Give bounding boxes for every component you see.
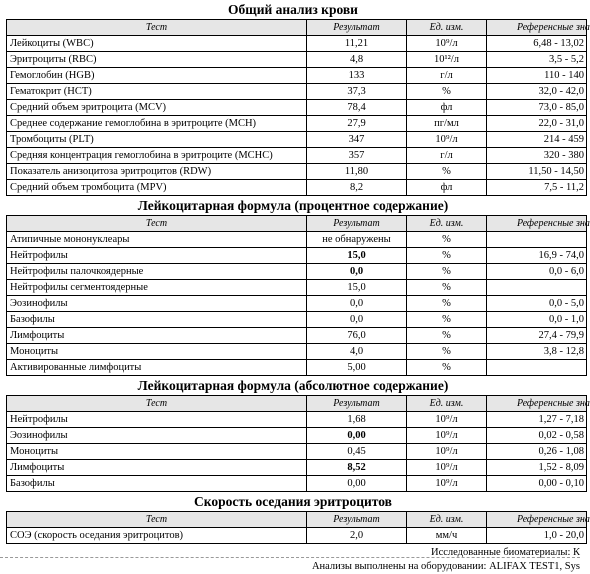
header-test: Тест <box>7 512 307 528</box>
table-row <box>7 68 587 84</box>
test-name: Средняя концентрация гемоглобина в эритроците (MCHC) <box>7 148 307 164</box>
results-table <box>6 511 590 544</box>
test-name: Нейтрофилы <box>7 412 307 428</box>
test-reference <box>487 360 587 376</box>
section-title: Скорость оседания эритроцитов <box>194 494 392 509</box>
test-unit: 10⁹/л <box>407 444 487 460</box>
table-row <box>7 180 587 196</box>
test-name: Моноциты <box>7 344 307 360</box>
header-result: Результат <box>307 512 407 528</box>
test-unit: % <box>407 248 487 264</box>
header-test: Тест <box>7 20 307 36</box>
test-result: 27,9 <box>307 116 407 132</box>
table-row <box>7 232 587 248</box>
table-header-row <box>7 20 587 36</box>
header-unit: Ед. изм. <box>407 20 487 36</box>
test-result: 37,3 <box>307 84 407 100</box>
test-result: не обнаружены <box>307 232 407 248</box>
table-header-row <box>7 512 587 528</box>
table-row <box>7 116 587 132</box>
header-test: Тест <box>7 216 307 232</box>
blood-test-report <box>6 0 590 574</box>
test-unit: % <box>407 280 487 296</box>
test-name: Нейтрофилы <box>7 248 307 264</box>
test-unit: 10⁹/л <box>407 36 487 52</box>
test-reference: 0,00 - 0,10 <box>487 476 587 492</box>
test-reference: 6,48 - 13,02 <box>487 36 587 52</box>
test-reference: 32,0 - 42,0 <box>487 84 587 100</box>
test-reference: 22,0 - 31,0 <box>487 116 587 132</box>
test-name: Эозинофилы <box>7 428 307 444</box>
table-row <box>7 84 587 100</box>
section-title: Общий анализ крови <box>228 2 358 17</box>
section-title: Лейкоцитарная формула (абсолютное содержание) <box>137 378 449 393</box>
table-row <box>7 52 587 68</box>
test-name: Лимфоциты <box>7 460 307 476</box>
test-name: Средний объем тромбоцита (MPV) <box>7 180 307 196</box>
test-reference: 3,8 - 12,8 <box>487 344 587 360</box>
table-row <box>7 100 587 116</box>
test-result: 4,0 <box>307 344 407 360</box>
table-row <box>7 148 587 164</box>
test-name: Среднее содержание гемоглобина в эритроците (MCH) <box>7 116 307 132</box>
table-row <box>7 248 587 264</box>
test-name: Нейтрофилы сегментоядерные <box>7 280 307 296</box>
test-reference <box>487 280 587 296</box>
table-row <box>7 132 587 148</box>
test-reference: 0,0 - 5,0 <box>487 296 587 312</box>
test-reference: 1,52 - 8,09 <box>487 460 587 476</box>
test-reference: 0,0 - 6,0 <box>487 264 587 280</box>
test-name: Нейтрофилы палочкоядерные <box>7 264 307 280</box>
test-result: 8,2 <box>307 180 407 196</box>
table-header-row <box>7 396 587 412</box>
test-unit: 10⁹/л <box>407 476 487 492</box>
test-result: 0,0 <box>307 312 407 328</box>
section-title: Лейкоцитарная формула (процентное содержание) <box>137 198 449 213</box>
test-unit: % <box>407 344 487 360</box>
test-unit: 10⁹/л <box>407 412 487 428</box>
test-result: 4,8 <box>307 52 407 68</box>
test-result: 11,80 <box>307 164 407 180</box>
test-unit: % <box>407 328 487 344</box>
header-result: Результат <box>307 216 407 232</box>
test-result: 133 <box>307 68 407 84</box>
header-unit: Ед. изм. <box>407 216 487 232</box>
test-unit: % <box>407 312 487 328</box>
test-result: 1,68 <box>307 412 407 428</box>
test-reference: 0,02 - 0,58 <box>487 428 587 444</box>
test-result: 0,45 <box>307 444 407 460</box>
test-result: 0,0 <box>307 296 407 312</box>
test-result: 78,4 <box>307 100 407 116</box>
test-name: Базофилы <box>7 312 307 328</box>
test-reference: 1,27 - 7,18 <box>487 412 587 428</box>
test-result: 0,0 <box>307 264 407 280</box>
test-unit: 10¹²/л <box>407 52 487 68</box>
header-reference: Референсные зна <box>487 20 587 36</box>
header-reference: Референсные зна <box>487 512 587 528</box>
test-unit: % <box>407 164 487 180</box>
test-name: Эозинофилы <box>7 296 307 312</box>
test-unit: 10⁹/л <box>407 132 487 148</box>
report-footer <box>6 546 580 574</box>
test-unit: фл <box>407 100 487 116</box>
test-unit: пг/мл <box>407 116 487 132</box>
equipment-note: Анализы выполнены на оборудовании: ALIFAX TEST1, Sys <box>311 561 580 572</box>
test-reference: 11,50 - 14,50 <box>487 164 587 180</box>
test-unit: г/л <box>407 68 487 84</box>
test-reference: 7,5 - 11,2 <box>487 180 587 196</box>
table-row <box>7 360 587 376</box>
table-header-row <box>7 216 587 232</box>
table-row <box>7 344 587 360</box>
table-row <box>7 528 587 544</box>
table-row <box>7 296 587 312</box>
cut-edge <box>0 554 580 560</box>
test-reference: 3,5 - 5,2 <box>487 52 587 68</box>
table-row <box>7 412 587 428</box>
test-name: Гематокрит (HCT) <box>7 84 307 100</box>
test-reference <box>487 232 587 248</box>
test-reference: 0,26 - 1,08 <box>487 444 587 460</box>
table-row <box>7 428 587 444</box>
test-unit: 10⁹/л <box>407 460 487 476</box>
test-result: 347 <box>307 132 407 148</box>
test-reference: 110 - 140 <box>487 68 587 84</box>
table-row <box>7 460 587 476</box>
test-name: Средний объем эритроцита (MCV) <box>7 100 307 116</box>
test-result: 0,00 <box>307 476 407 492</box>
table-row <box>7 328 587 344</box>
test-name: Показатель анизоцитоза эритроцитов (RDW) <box>7 164 307 180</box>
test-unit: % <box>407 360 487 376</box>
table-row <box>7 36 587 52</box>
header-unit: Ед. изм. <box>407 512 487 528</box>
test-unit: % <box>407 232 487 248</box>
test-unit: % <box>407 264 487 280</box>
test-reference: 214 - 459 <box>487 132 587 148</box>
test-result: 8,52 <box>307 460 407 476</box>
table-row <box>7 280 587 296</box>
table-row <box>7 444 587 460</box>
test-unit: % <box>407 84 487 100</box>
results-table <box>6 395 590 492</box>
test-result: 357 <box>307 148 407 164</box>
test-name: Лимфоциты <box>7 328 307 344</box>
table-row <box>7 264 587 280</box>
test-name: Атипичные мононуклеары <box>7 232 307 248</box>
test-name: Тромбоциты (PLT) <box>7 132 307 148</box>
header-result: Результат <box>307 20 407 36</box>
test-result: 76,0 <box>307 328 407 344</box>
header-result: Результат <box>307 396 407 412</box>
test-name: СОЭ (скорость оседания эритроцитов) <box>7 528 307 544</box>
test-reference: 27,4 - 79,9 <box>487 328 587 344</box>
test-reference: 16,9 - 74,0 <box>487 248 587 264</box>
header-reference: Референсные зна <box>487 396 587 412</box>
table-row <box>7 312 587 328</box>
test-name: Эритроциты (RBC) <box>7 52 307 68</box>
header-unit: Ед. изм. <box>407 396 487 412</box>
table-row <box>7 164 587 180</box>
header-reference: Референсные зна <box>487 216 587 232</box>
biomaterials-note: Исследованные биоматериалы: К <box>431 547 580 558</box>
test-reference: 0,0 - 1,0 <box>487 312 587 328</box>
test-result: 0,00 <box>307 428 407 444</box>
table-row <box>7 476 587 492</box>
test-unit: фл <box>407 180 487 196</box>
test-reference: 1,0 - 20,0 <box>487 528 587 544</box>
test-name: Моноциты <box>7 444 307 460</box>
test-unit: % <box>407 296 487 312</box>
test-name: Лейкоциты (WBC) <box>7 36 307 52</box>
test-reference: 320 - 380 <box>487 148 587 164</box>
test-name: Базофилы <box>7 476 307 492</box>
test-reference: 73,0 - 85,0 <box>487 100 587 116</box>
test-result: 11,21 <box>307 36 407 52</box>
test-unit: мм/ч <box>407 528 487 544</box>
test-unit: г/л <box>407 148 487 164</box>
header-test: Тест <box>7 396 307 412</box>
test-result: 15,0 <box>307 248 407 264</box>
test-name: Гемоглобин (HGB) <box>7 68 307 84</box>
test-result: 15,0 <box>307 280 407 296</box>
test-name: Активированные лимфоциты <box>7 360 307 376</box>
test-result: 5,00 <box>307 360 407 376</box>
test-unit: 10⁹/л <box>407 428 487 444</box>
test-result: 2,0 <box>307 528 407 544</box>
results-table <box>6 215 590 376</box>
results-table <box>6 19 590 196</box>
